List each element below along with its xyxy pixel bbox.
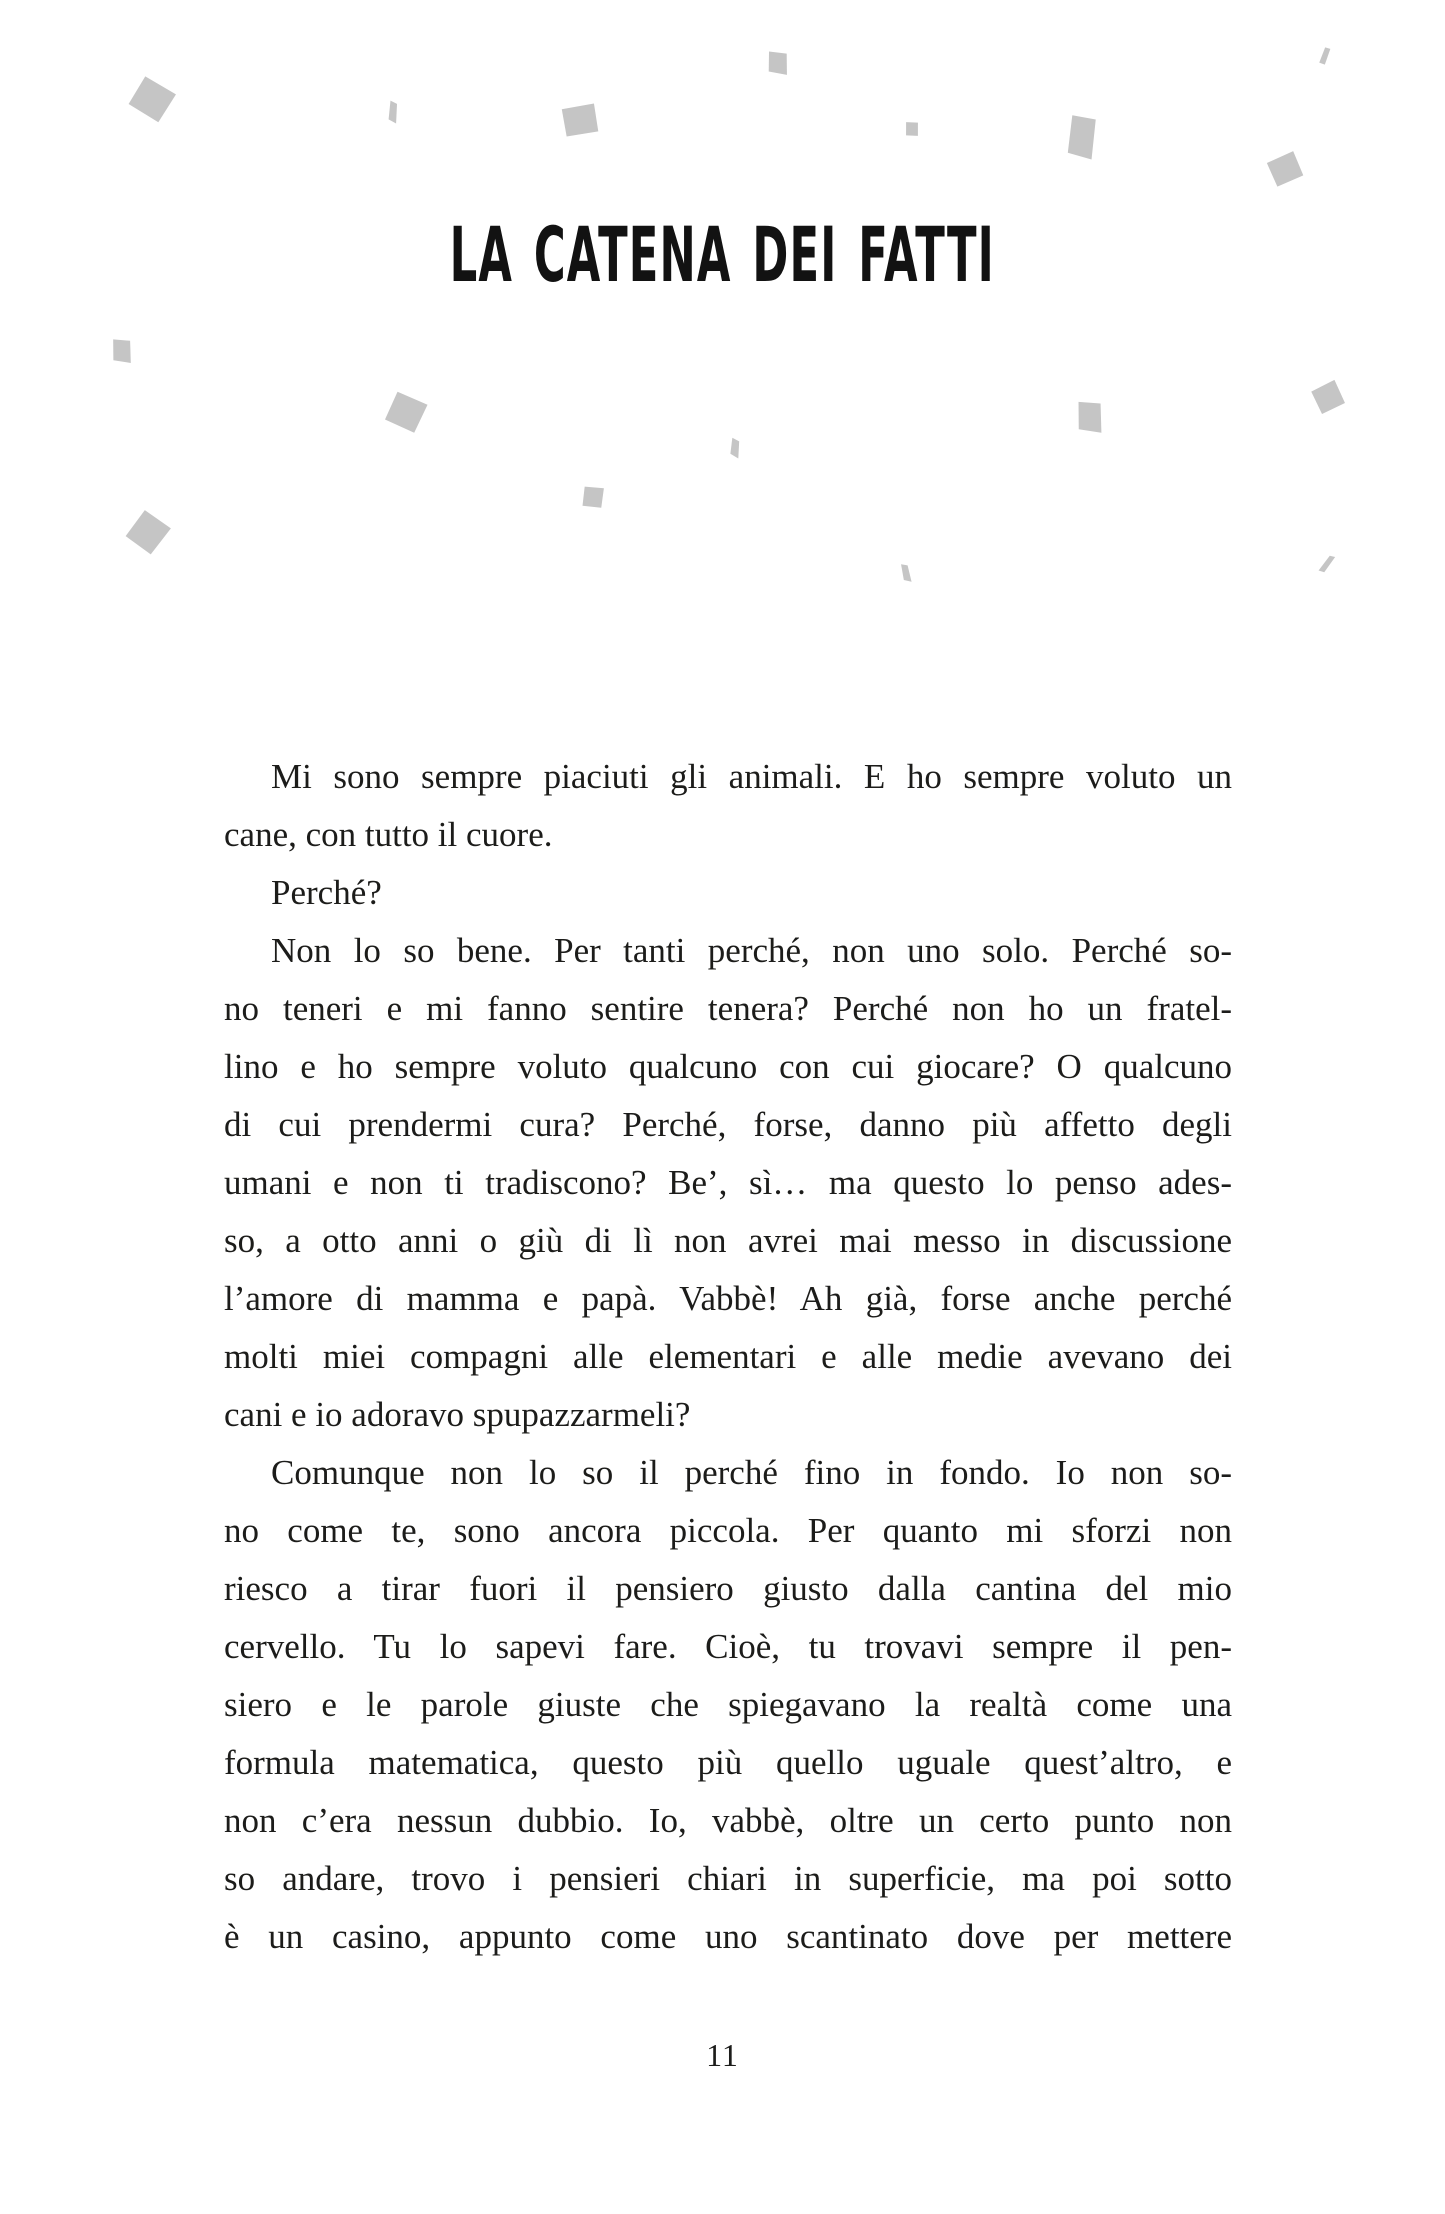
confetti-shape bbox=[900, 564, 912, 582]
confetti-shape bbox=[766, 51, 790, 75]
confetti-shape bbox=[581, 485, 604, 509]
text-line: formula matematica, questo più quello uguale quest’altro, e bbox=[224, 1743, 1232, 1782]
text-line: cervello. Tu lo sapevi fare. Cioè, tu trovavi sempre il pen- bbox=[224, 1627, 1232, 1666]
text-line: so andare, trovo i pensieri chiari in superficie, ma poi sotto bbox=[224, 1859, 1232, 1898]
text-line: Non lo so bene. Per tanti perché, non uno solo. Perché so- bbox=[271, 931, 1232, 970]
text-line: riesco a tirar fuori il pensiero giusto dalla cantina del mio bbox=[224, 1569, 1232, 1608]
confetti-shape bbox=[111, 339, 133, 363]
chapter-title-text: LA CATENA DEI FATTI bbox=[449, 210, 996, 299]
confetti-shape bbox=[900, 117, 924, 141]
confetti-shape bbox=[383, 389, 429, 434]
confetti-shape bbox=[127, 74, 177, 124]
text-line: Perché? bbox=[271, 873, 382, 912]
confetti-shape bbox=[1076, 401, 1105, 433]
confetti-shape bbox=[1314, 45, 1336, 66]
text-line: no come te, sono ancora piccola. Per quanto mi sforzi non bbox=[224, 1511, 1232, 1550]
text-line: siero e le parole giuste che spiegavano la realtà come una bbox=[224, 1685, 1232, 1724]
page-number: 11 bbox=[706, 2037, 739, 2073]
text-line: lino e ho sempre voluto qualcuno con cui giocare? O qualcuno bbox=[224, 1047, 1232, 1086]
text-line: so, a otto anni o giù di lì non avrei mai messo in discussione bbox=[224, 1221, 1232, 1260]
confetti-shape bbox=[1266, 151, 1304, 188]
text-line: Comunque non lo so il perché fino in fondo. Io non so- bbox=[271, 1453, 1232, 1492]
body-text bbox=[224, 748, 1232, 1966]
text-line: molti miei compagni alle elementari e alle medie avevano dei bbox=[224, 1337, 1232, 1376]
text-line: umani e non ti tradiscono? Be’, sì… ma questo lo penso ades- bbox=[224, 1163, 1232, 1202]
confetti-shape bbox=[1310, 379, 1345, 414]
confetti-shape bbox=[384, 101, 402, 124]
text-line: è un casino, appunto come uno scantinato dove per mettere bbox=[224, 1917, 1232, 1956]
text-line: non c’era nessun dubbio. Io, vabbè, oltre un certo punto non bbox=[224, 1801, 1232, 1840]
text-line: no teneri e mi fanno sentire tenera? Perché non ho un fratel- bbox=[224, 989, 1232, 1028]
confetti-shape bbox=[562, 103, 599, 136]
confetti-shape bbox=[1315, 554, 1339, 574]
text-line: l’amore di mamma e papà. Vabbè! Ah già, forse anche perché bbox=[224, 1279, 1232, 1318]
confetti-shape bbox=[726, 438, 745, 459]
text-line: cane, con tutto il cuore. bbox=[224, 815, 553, 854]
chapter-title bbox=[0, 210, 1445, 299]
text-line: Mi sono sempre piaciuti gli animali. E ho sempre voluto un bbox=[271, 757, 1232, 796]
confetti-shape bbox=[124, 508, 172, 556]
text-line: cani e io adoravo spupazzarmeli? bbox=[224, 1395, 691, 1434]
text-line: di cui prendermi cura? Perché, forse, danno più affetto degli bbox=[224, 1105, 1232, 1144]
confetti-shape bbox=[1064, 115, 1100, 160]
